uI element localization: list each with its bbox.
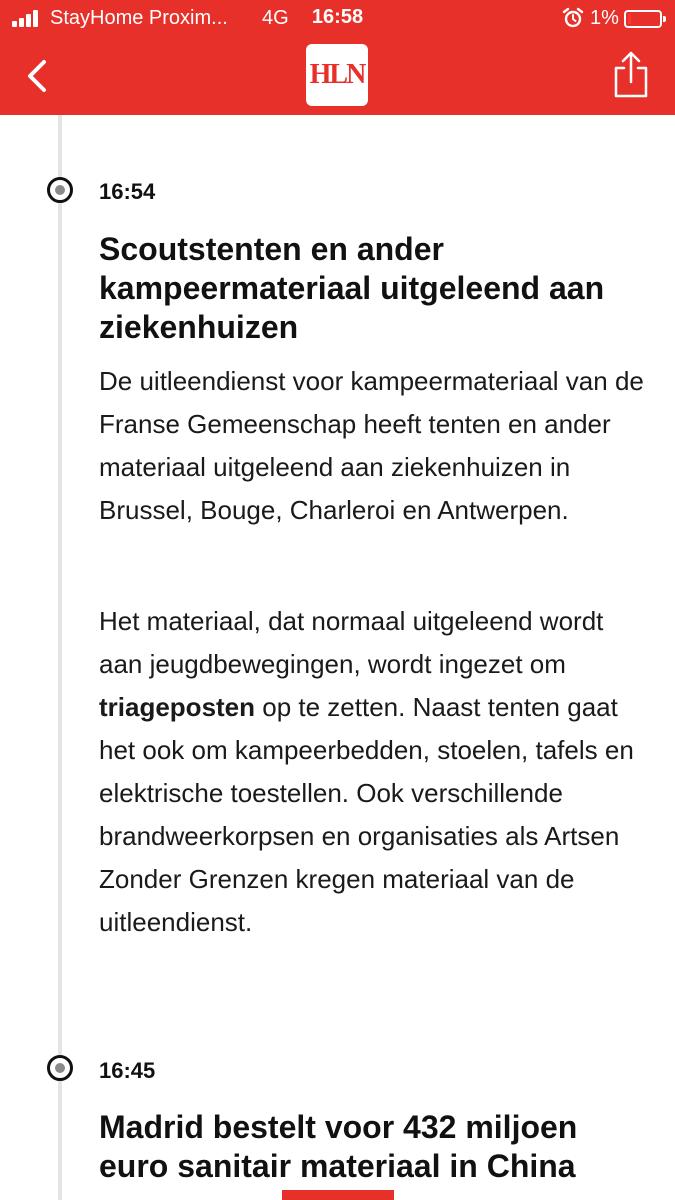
entry-headline: Scoutstenten en ander kampeermateriaal uitgeleend aan ziekenhuizen bbox=[99, 231, 605, 345]
timeline-dot-icon bbox=[47, 177, 73, 203]
carrier-name: StayHome Proxim... bbox=[50, 7, 228, 29]
battery-level bbox=[628, 14, 631, 24]
entry-headline: Madrid bestelt voor 432 miljoen euro sanitair materiaal in China bbox=[99, 1109, 578, 1184]
alarm-icon bbox=[562, 7, 584, 29]
timeline-line bbox=[58, 115, 62, 1200]
chevron-left-icon bbox=[30, 62, 44, 90]
status-time: 16:58 bbox=[311, 6, 364, 28]
timeline-dot-icon bbox=[47, 1055, 73, 1081]
hln-logo[interactable]: HLN bbox=[306, 44, 368, 106]
entry-time: 16:54 bbox=[99, 179, 156, 204]
entry-time: 16:45 bbox=[99, 1058, 156, 1083]
entry-paragraph: De uitleendienst voor kampeermateriaal van de Franse Gemeenschap heeft tenten en ander materiaal uitgeleend aan ziekenhuizen in Brussel, Bouge, Charleroi en Antwerpen. bbox=[99, 366, 644, 525]
share-button[interactable] bbox=[612, 50, 650, 100]
network-type: 4G bbox=[262, 7, 289, 29]
battery-icon bbox=[624, 10, 662, 28]
top-bar bbox=[0, 0, 675, 115]
battery-percentage: 1% bbox=[590, 7, 619, 29]
bold-text: triageposten bbox=[99, 692, 256, 722]
bottom-red-bar bbox=[282, 1190, 394, 1200]
back-button[interactable] bbox=[22, 56, 54, 96]
entry-paragraph: Het materiaal, dat normaal uitgeleend wordt aan jeugdbewegingen, wordt ingezet om triageposten op te zetten. Naast tenten gaat het ook om kampeerbedden, stoelen, tafels en elektrische toestellen. Ook verschillende brandweerkorpsen en organisaties als Artsen Zonder Grenzen kregen materiaal van de uitleendienst. bbox=[99, 606, 634, 937]
status-bar bbox=[0, 0, 675, 38]
share-icon bbox=[616, 53, 646, 96]
